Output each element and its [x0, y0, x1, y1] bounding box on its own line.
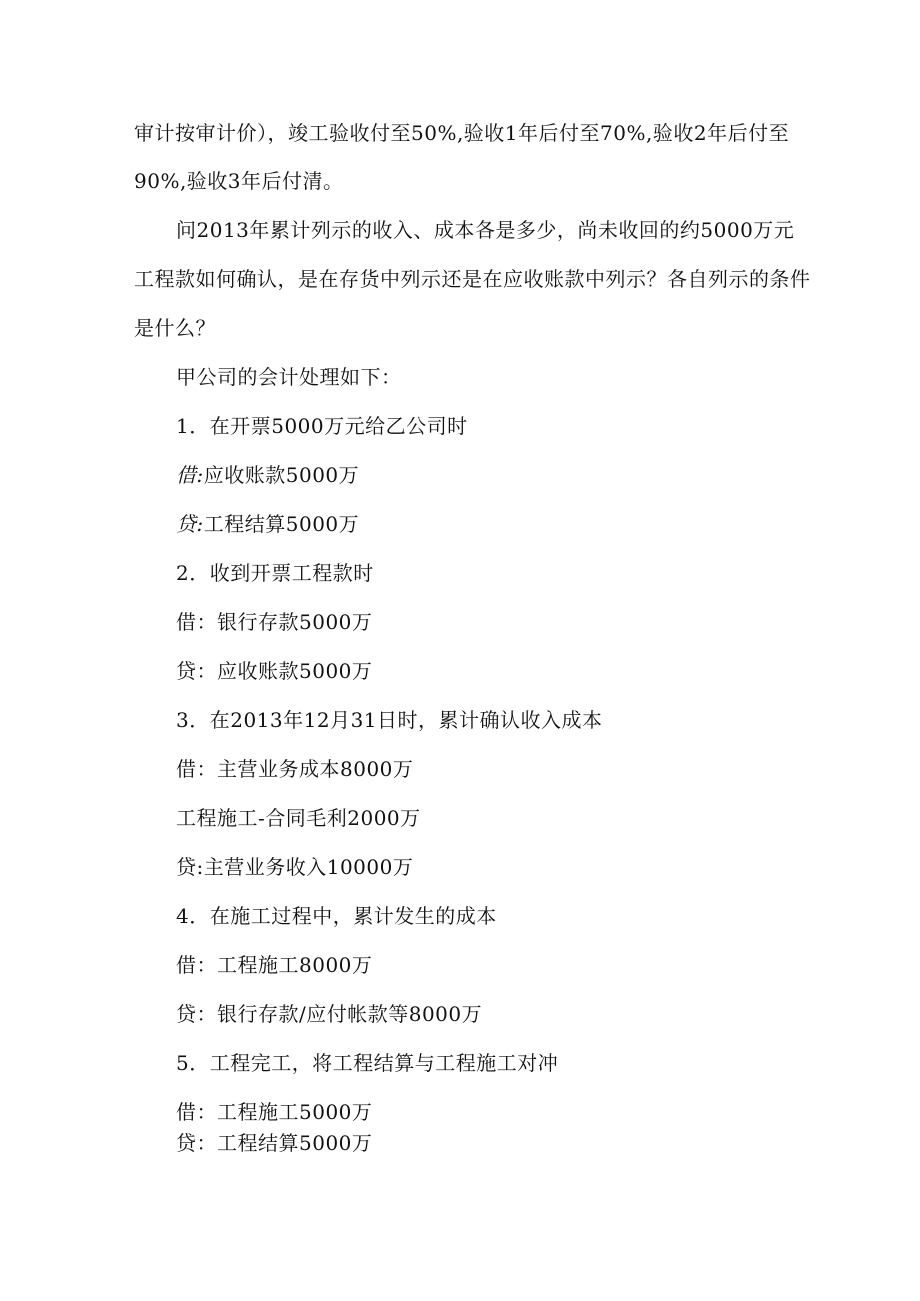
credit-line [176, 511, 359, 537]
entry-heading: 1．在开票5000万元给乙公司时 [176, 414, 468, 438]
entry-heading: 3．在2013年12月31日时，累计确认收入成本 [176, 708, 603, 732]
debit-line [176, 462, 359, 488]
entry-heading: 5．工程完工，将工程结算与工程施工对冲 [176, 1051, 559, 1075]
debit-line: 借：主营业务成本8000万 [176, 757, 414, 781]
credit-line: 贷：银行存款/应付帐款等8000万 [176, 1002, 483, 1026]
credit-text: 工程结算5000万 [203, 512, 360, 536]
debit-text: 应收账款5000万 [203, 463, 360, 487]
debit-line: 借：银行存款5000万 [176, 610, 373, 634]
credit-label: 贷: [176, 512, 204, 536]
paragraph-line: 审计按审计价），竣工验收付至50%,验收1年后付至70%,验收2年后付至 [134, 121, 790, 145]
debit-label: 借: [176, 463, 204, 487]
debit-line: 借：工程施工8000万 [176, 953, 373, 977]
question-line: 是什么？ [134, 316, 216, 340]
question-line: 工程款如何确认，是在存货中列示还是在应收账款中列示？各自列示的条件 [134, 267, 811, 291]
question-line: 问2013年累计列示的收入、成本各是多少，尚未收回的约5000万元 [176, 218, 795, 242]
entry-heading: 4．在施工过程中，累计发生的成本 [176, 904, 497, 928]
debit-line: 借：工程施工5000万 [176, 1100, 373, 1124]
intro-text: 甲公司的会计处理如下： [176, 365, 402, 389]
credit-line: 贷：应收账款5000万 [176, 659, 373, 683]
entry-heading: 2．收到开票工程款时 [176, 561, 374, 585]
paragraph-line: 90%,验收3年后付清。 [134, 169, 344, 193]
debit-line: 工程施工-合同毛利2000万 [176, 806, 421, 830]
credit-line: 贷：工程结算5000万 [176, 1131, 373, 1155]
credit-line: 贷:主营业务收入10000万 [176, 855, 414, 879]
